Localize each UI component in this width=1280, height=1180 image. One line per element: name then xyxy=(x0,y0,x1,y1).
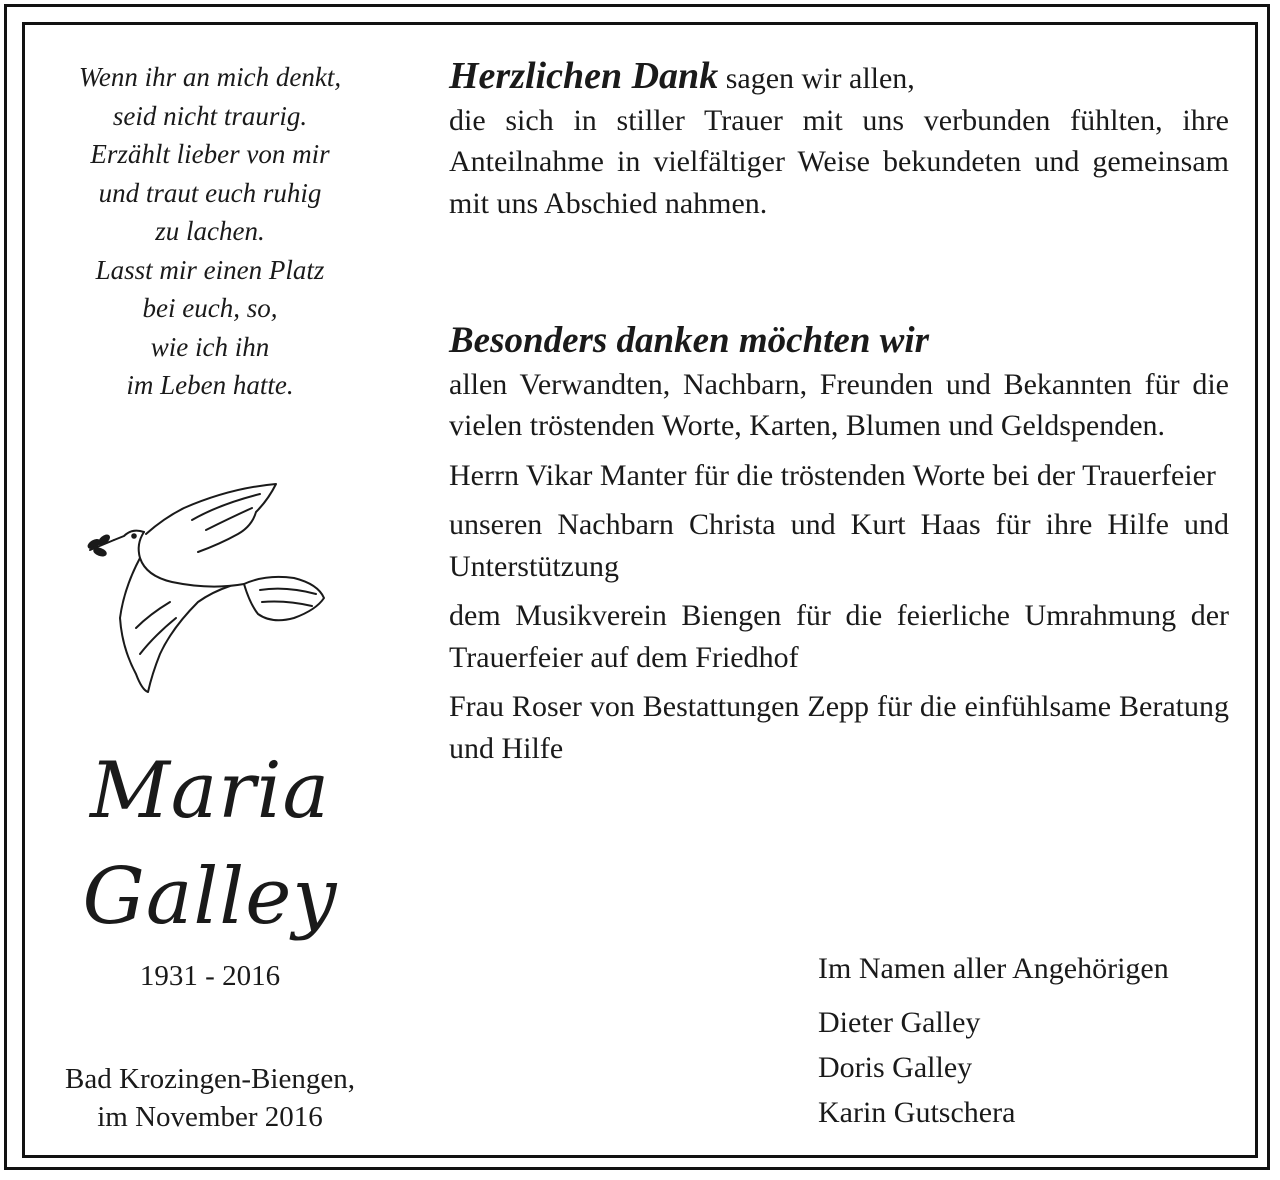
poem-line: bei euch, so, xyxy=(142,293,278,323)
special-thanks-item: dem Musikverein Biengen für die feierliche Umrahmung der Trauerfeier auf dem Friedhof xyxy=(449,599,1229,674)
signature-name: Doris Galley xyxy=(818,1051,973,1084)
thanks-text xyxy=(449,56,1229,769)
poem-line: und traut euch ruhig xyxy=(98,177,322,208)
place-line: Bad Krozingen-Biengen, xyxy=(65,1063,355,1095)
poem-line: Lasst mir einen Platz xyxy=(95,254,325,285)
poem-line: Wenn ihr an mich denkt, xyxy=(78,62,342,92)
poem xyxy=(40,58,380,405)
poem-line: Erzählt lieber von mir xyxy=(90,139,330,169)
special-thanks-item: allen Verwandten, Nachbarn, Freunden und Bekannten für die vielen tröstenden Worte, Karten, Blumen und Geldspenden. xyxy=(449,367,1229,442)
name-first: Maria xyxy=(89,746,331,836)
thanks-body: die sich in stiller Trauer mit uns verbunden fühlten, ihre Anteilnahme in vielfältiger Weise bekundeten und gemeinsam mit uns Abschied nahmen. xyxy=(449,103,1229,220)
life-years: 1931 - 2016 xyxy=(139,960,281,992)
signature-name: Dieter Galley xyxy=(818,1006,981,1039)
place-date xyxy=(30,1060,390,1136)
thanks-heading-rest: sagen wir allen, xyxy=(718,62,915,95)
date-line: im November 2016 xyxy=(97,1101,323,1133)
signature-name: Karin Gutschera xyxy=(818,1096,1016,1129)
special-thanks-item: Herrn Vikar Manter für die tröstenden Worte bei der Trauerfeier xyxy=(449,458,1216,492)
special-thanks-item: unseren Nachbarn Christa und Kurt Haas für ihre Hilfe und Unterstützung xyxy=(449,508,1229,583)
dove-with-olive-branch-icon xyxy=(80,478,340,698)
thanks-intro xyxy=(449,56,1229,100)
poem-line: zu lachen. xyxy=(155,216,265,246)
signature-intro: Im Namen aller Angehörigen xyxy=(818,952,1169,985)
special-thanks-heading: Besonders danken möchten wir xyxy=(449,320,930,361)
poem-line: seid nicht traurig. xyxy=(112,100,308,131)
poem-line: im Leben hatte. xyxy=(126,370,294,400)
poem-line: wie ich ihn xyxy=(150,331,270,362)
thanks-heading: Herzlichen Dank xyxy=(449,55,719,97)
name-last: Galley xyxy=(82,852,338,942)
special-thanks-item: Frau Roser von Bestattungen Zepp für die einfühlsame Beratung und Hilfe xyxy=(449,690,1229,765)
